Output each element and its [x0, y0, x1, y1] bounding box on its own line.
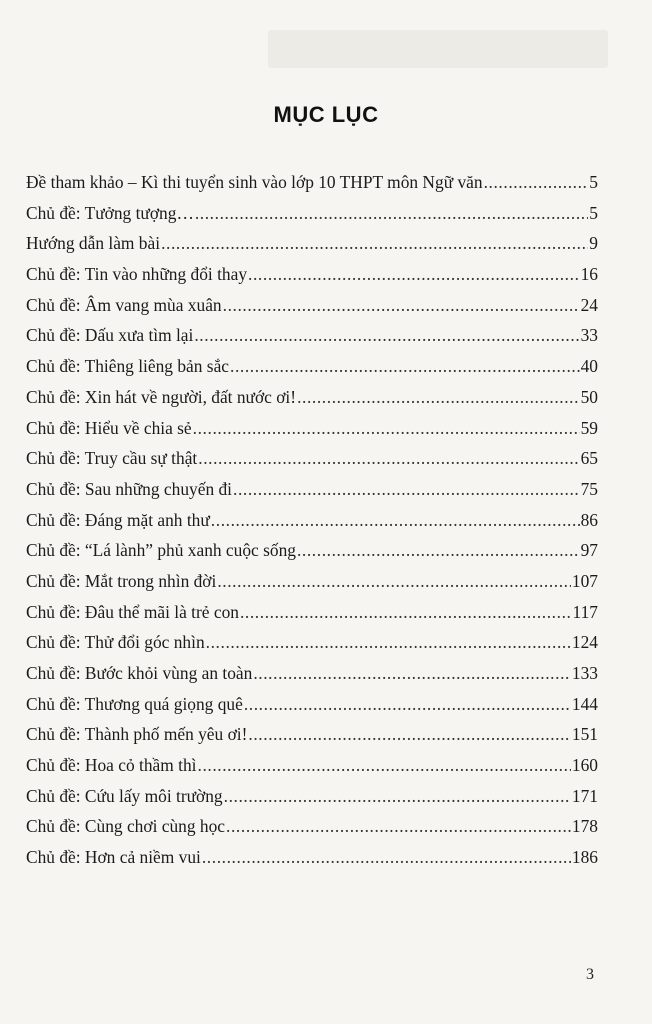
dot-leader	[195, 198, 588, 229]
toc-entry	[26, 505, 598, 536]
dot-leader	[240, 597, 572, 628]
toc-entry-label: Chủ đề: Sau những chuyến đi	[26, 478, 233, 499]
toc-entry-label: Chủ đề: “Lá lành” phủ xanh cuộc sống	[26, 540, 296, 561]
page-title: MỤC LỤC	[273, 101, 379, 127]
toc-entry	[26, 320, 598, 351]
toc-entry-label: Chủ đề: Tưởng tượng…	[26, 202, 194, 223]
dot-leader	[297, 382, 580, 413]
toc-entry	[26, 781, 598, 812]
toc-entry	[26, 167, 598, 198]
toc-entry-label: Chủ đề: Cứu lấy môi trường	[26, 785, 223, 806]
dot-leader	[194, 320, 579, 351]
dot-leader	[230, 351, 580, 382]
toc-entry	[26, 750, 598, 781]
toc-entry	[26, 719, 598, 750]
dot-leader	[211, 505, 580, 536]
toc-entry-label: Chủ đề: Truy cầu sự thật	[26, 448, 198, 469]
toc-entry-label: Chủ đề: Đâu thể mãi là trẻ con	[26, 601, 239, 622]
toc-entry-label: Chủ đề: Hoa cỏ thầm thì	[26, 755, 197, 776]
toc-entry	[26, 535, 598, 566]
toc-entry-label: Chủ đề: Hơn cả niềm vui	[26, 847, 201, 868]
dot-leader	[248, 719, 571, 750]
toc-entry-page: 124	[571, 632, 598, 653]
dot-leader	[206, 627, 571, 658]
toc-entry-page: 97	[580, 540, 598, 561]
dot-leader	[161, 228, 588, 259]
dot-leader	[224, 781, 571, 812]
dot-leader	[198, 750, 571, 781]
toc-entry-label: Chủ đề: Thử đổi góc nhìn	[26, 632, 205, 653]
toc-entry-label: Chủ đề: Thiêng liêng bản sắc	[26, 356, 230, 377]
toc-entry-page: 144	[571, 693, 598, 714]
toc-entry	[26, 259, 598, 290]
toc-entry-label: Đề tham khảo – Kì thi tuyển sinh vào lớp 10 THPT môn Ngữ văn	[26, 172, 483, 192]
toc-entry	[26, 290, 598, 321]
toc-entry	[26, 566, 598, 597]
toc-entry	[26, 658, 598, 689]
toc-entry-label: Chủ đề: Xin hát về người, đất nước ơi!	[26, 386, 297, 407]
dot-leader	[202, 842, 571, 873]
toc-entry	[26, 474, 598, 505]
toc-entry-page: 186	[571, 847, 598, 868]
toc-entry-page: 178	[571, 816, 598, 837]
toc-entry	[26, 198, 598, 229]
dot-leader	[217, 566, 571, 597]
dot-leader	[484, 167, 589, 198]
toc-entry-page: 160	[571, 755, 598, 776]
toc-entry-page: 107	[571, 570, 598, 591]
toc-entry-page: 75	[580, 478, 598, 499]
toc-entry	[26, 689, 598, 720]
toc-entry-page: 40	[580, 356, 598, 377]
toc-entry	[26, 627, 598, 658]
dot-leader	[248, 259, 580, 290]
dot-leader	[198, 443, 579, 474]
dot-leader	[233, 474, 580, 505]
dot-leader	[253, 658, 571, 689]
toc-entry-page: 5	[589, 202, 598, 223]
toc-entry-page: 86	[580, 509, 598, 530]
toc-entry	[26, 842, 598, 873]
page-number: 3	[586, 966, 594, 983]
toc-entry-label: Chủ đề: Thành phố mến yêu ơi!	[26, 724, 248, 745]
show-through-band	[268, 30, 608, 68]
toc-entry-page: 5	[589, 172, 598, 192]
toc-entry-label: Chủ đề: Dấu xưa tìm lại	[26, 325, 194, 346]
toc-entry-page: 59	[580, 417, 598, 438]
dot-leader	[223, 290, 580, 321]
toc-entry	[26, 597, 598, 628]
toc-entry-page: 65	[580, 448, 598, 469]
toc-entry	[26, 228, 598, 259]
dot-leader	[244, 689, 571, 720]
toc-entry-page: 33	[580, 325, 598, 346]
toc-entry-label: Chủ đề: Thương quá giọng quê	[26, 693, 243, 714]
toc-entry	[26, 382, 598, 413]
toc-entry-page: 117	[572, 601, 598, 622]
table-of-contents	[26, 167, 598, 873]
toc-entry	[26, 351, 598, 382]
toc-entry-label: Chủ đề: Đáng mặt anh thư	[26, 509, 210, 530]
toc-entry-page: 151	[571, 724, 598, 745]
toc-entry-label: Chủ đề: Tin vào những đổi thay	[26, 264, 248, 285]
dot-leader	[297, 535, 580, 566]
dot-leader	[226, 811, 571, 842]
toc-entry-label: Hướng dẫn làm bài	[26, 233, 161, 254]
toc-entry	[26, 443, 598, 474]
dot-leader	[193, 413, 580, 444]
toc-entry-page: 171	[571, 785, 598, 806]
toc-entry-label: Chủ đề: Hiểu về chia sẻ	[26, 417, 192, 438]
toc-entry-page: 50	[580, 386, 598, 407]
toc-entry-label: Chủ đề: Cùng chơi cùng học	[26, 816, 226, 837]
toc-entry	[26, 413, 598, 444]
toc-entry-page: 9	[589, 233, 598, 254]
toc-entry-label: Chủ đề: Âm vang mùa xuân	[26, 294, 222, 315]
toc-entry-page: 24	[580, 294, 598, 315]
toc-entry-label: Chủ đề: Mắt trong nhìn đời	[26, 570, 217, 591]
toc-entry-page: 16	[580, 264, 598, 285]
toc-entry	[26, 811, 598, 842]
toc-entry-label: Chủ đề: Bước khỏi vùng an toàn	[26, 663, 253, 683]
toc-entry-page: 133	[571, 663, 598, 683]
